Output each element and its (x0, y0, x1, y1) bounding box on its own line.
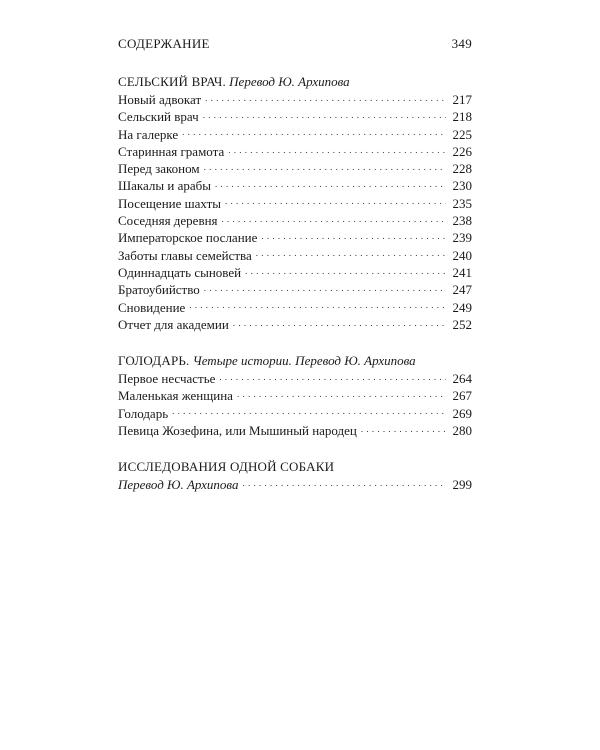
toc-entry (118, 264, 472, 281)
toc-entry (118, 316, 472, 333)
toc-entry (118, 247, 472, 264)
entry-page: 269 (452, 405, 472, 421)
dot-leader (261, 232, 446, 242)
toc-entry (118, 160, 472, 177)
entry-page: 218 (452, 109, 472, 125)
entry-title: Посещение шахты (118, 195, 221, 211)
dot-leader (228, 146, 446, 156)
entry-title: Отчет для академии (118, 316, 229, 332)
toc-entry (118, 126, 472, 143)
entry-page: 264 (452, 371, 472, 387)
dot-leader (237, 390, 446, 400)
entry-page: 226 (452, 143, 472, 159)
toc-section-selsky-vrach (118, 72, 472, 333)
running-head-title: СОДЕРЖАНИЕ (118, 36, 210, 51)
toc-entry (118, 370, 472, 387)
entry-page: 247 (452, 282, 472, 298)
toc-entry (118, 229, 472, 246)
toc-entry-list (118, 91, 472, 333)
entry-title: Перевод Ю. Архипова (118, 477, 239, 493)
entry-page: 230 (452, 178, 472, 194)
entry-title: Шакалы и арабы (118, 178, 211, 194)
dot-leader (203, 111, 446, 121)
toc-section-golodar (118, 351, 472, 439)
toc-entry (118, 422, 472, 439)
dot-leader (225, 198, 446, 208)
dot-leader (172, 408, 446, 418)
running-head (118, 36, 472, 56)
entry-page: 217 (452, 92, 472, 107)
section-heading-caps: ИССЛЕДОВАНИЯ ОДНОЙ СОБАКИ (118, 459, 335, 475)
dot-leader (205, 94, 446, 104)
entry-page: 280 (452, 423, 472, 439)
dot-leader (233, 319, 446, 329)
section-heading-caps: СЕЛЬСКИЙ ВРАЧ. (118, 74, 226, 89)
toc-entry (118, 212, 472, 229)
section-heading (118, 72, 472, 91)
section-heading-caps: ГОЛОДАРЬ. (118, 353, 190, 369)
section-heading (118, 351, 472, 370)
entry-page: 228 (452, 161, 472, 177)
toc-entry (118, 177, 472, 194)
toc-entry (118, 476, 472, 493)
entry-title: Одиннадцать сыновей (118, 264, 242, 280)
toc-entry (118, 91, 472, 108)
section-heading-italic: Четыре истории. Перевод Ю. Архипова (192, 353, 416, 369)
entry-title: Сновидение (118, 299, 186, 315)
toc-entry-list (118, 370, 472, 439)
toc-section-issledovaniya (118, 457, 472, 493)
entry-title: Новый адвокат (118, 92, 202, 107)
entry-page: 241 (452, 264, 472, 280)
entry-title: Маленькая женщина (118, 388, 233, 404)
dot-leader (219, 373, 446, 383)
entry-page: 299 (452, 477, 472, 493)
entry-title: Заботы главы семейства (118, 247, 252, 263)
entry-page: 239 (452, 230, 472, 246)
entry-title: На галерке (118, 126, 179, 142)
dot-leader (242, 479, 446, 489)
section-heading-italic: Перевод Ю. Архипова (229, 74, 350, 89)
dot-leader (245, 267, 446, 277)
entry-title: Голодарь (118, 405, 169, 421)
entry-page: 238 (452, 213, 472, 229)
page-number: 349 (451, 36, 472, 51)
toc-entry (118, 281, 472, 298)
dot-leader (215, 180, 446, 190)
toc-entry (118, 387, 472, 404)
toc-entry (118, 405, 472, 422)
toc-entry-list (118, 476, 472, 493)
entry-page: 235 (452, 195, 472, 211)
entry-page: 249 (452, 299, 472, 315)
dot-leader (182, 129, 446, 139)
toc-entry (118, 299, 472, 316)
entry-title: Соседняя деревня (118, 213, 218, 229)
entry-title: Певица Жозефина, или Мышиный народец (118, 423, 357, 439)
toc-page (118, 36, 472, 494)
dot-leader (204, 284, 446, 294)
dot-leader (189, 302, 446, 312)
entry-page: 225 (452, 126, 472, 142)
entry-title: Старинная грамота (118, 143, 225, 159)
entry-title: Сельский врач (118, 109, 199, 125)
dot-leader (361, 425, 446, 435)
entry-title: Императорское послание (118, 230, 258, 246)
entry-title: Братоубийство (118, 282, 200, 298)
section-heading (118, 457, 472, 476)
dot-leader (204, 163, 446, 173)
toc-entry (118, 195, 472, 212)
dot-leader (256, 250, 446, 260)
entry-page: 240 (452, 247, 472, 263)
entry-page: 267 (452, 388, 472, 404)
toc-entry (118, 143, 472, 160)
entry-title: Перед законом (118, 161, 200, 177)
dot-leader (222, 215, 446, 225)
entry-page: 252 (452, 316, 472, 332)
toc-entry (118, 108, 472, 125)
entry-title: Первое несчастье (118, 371, 216, 387)
